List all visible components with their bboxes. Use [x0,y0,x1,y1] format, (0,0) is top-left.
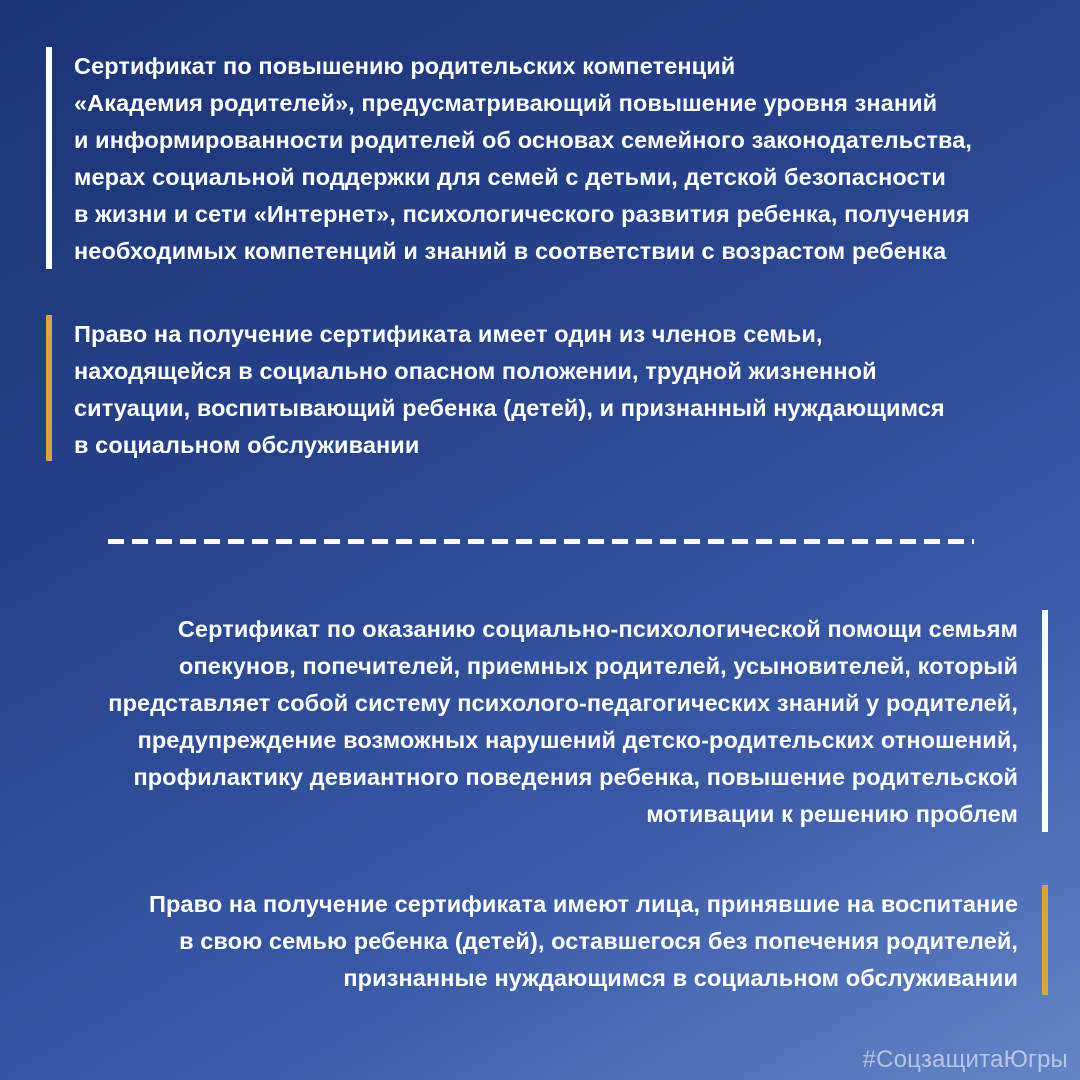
dashed-divider [108,539,974,544]
text-line: находящейся в социально опасном положении, трудной жизненной [74,358,877,384]
text-line: предупреждение возможных нарушений детско-родительских отношений, [137,727,1018,753]
text-line: в социальном обслуживании [74,432,420,458]
eligibility-academy-text [74,316,945,464]
text-line: мерах социальной поддержки для семей с детьми, детской безопасности [74,164,946,190]
certificate-psych-help-text [108,611,1018,833]
certificate-academy-block [46,47,1056,269]
text-line: в жизни и сети «Интернет», психологического развития ребенка, получения [74,201,970,227]
certificate-academy-text [74,48,972,270]
text-line: признанные нуждающимся в социальном обслуживании [343,965,1018,991]
eligibility-psych-help-block [20,885,1048,995]
text-line: Право на получение сертификата имеет один из членов семьи, [74,321,823,347]
text-line: Сертификат по повышению родительских компетенций [74,53,736,79]
white-accent-bar [1042,610,1048,832]
eligibility-psych-help-text [149,886,1018,997]
text-line: «Академия родителей», предусматривающий повышение уровня знаний [74,90,938,116]
text-line: необходимых компетенций и знаний в соответствии с возрастом ребенка [74,238,947,264]
text-line: опекунов, попечителей, приемных родителей, усыновителей, который [178,653,1018,679]
hashtag-watermark: #СоцзащитаЮгры [862,1046,1068,1073]
orange-accent-bar [1042,885,1048,995]
text-line: представляет собой систему психолого-педагогических знаний у родителей, [108,690,1018,716]
orange-accent-bar [46,315,52,461]
text-line: в свою семью ребенка (детей), оставшегося без попечения родителей, [179,928,1018,954]
text-line: ситуации, воспитывающий ребенка (детей), и признанный нуждающимся [74,395,945,421]
white-accent-bar [46,47,52,269]
text-line: мотивации к решению проблем [646,801,1018,827]
certificate-psych-help-block [20,610,1048,832]
text-line: Сертификат по оказанию социально-психологической помощи семьям [177,616,1018,642]
text-line: Право на получение сертификата имеют лица, принявшие на воспитание [148,891,1018,917]
text-line: и информированности родителей об основах семейного законодательства, [74,127,973,153]
text-line: профилактику девиантного поведения ребенка, повышение родительской [133,764,1018,790]
eligibility-academy-block [46,315,1056,461]
